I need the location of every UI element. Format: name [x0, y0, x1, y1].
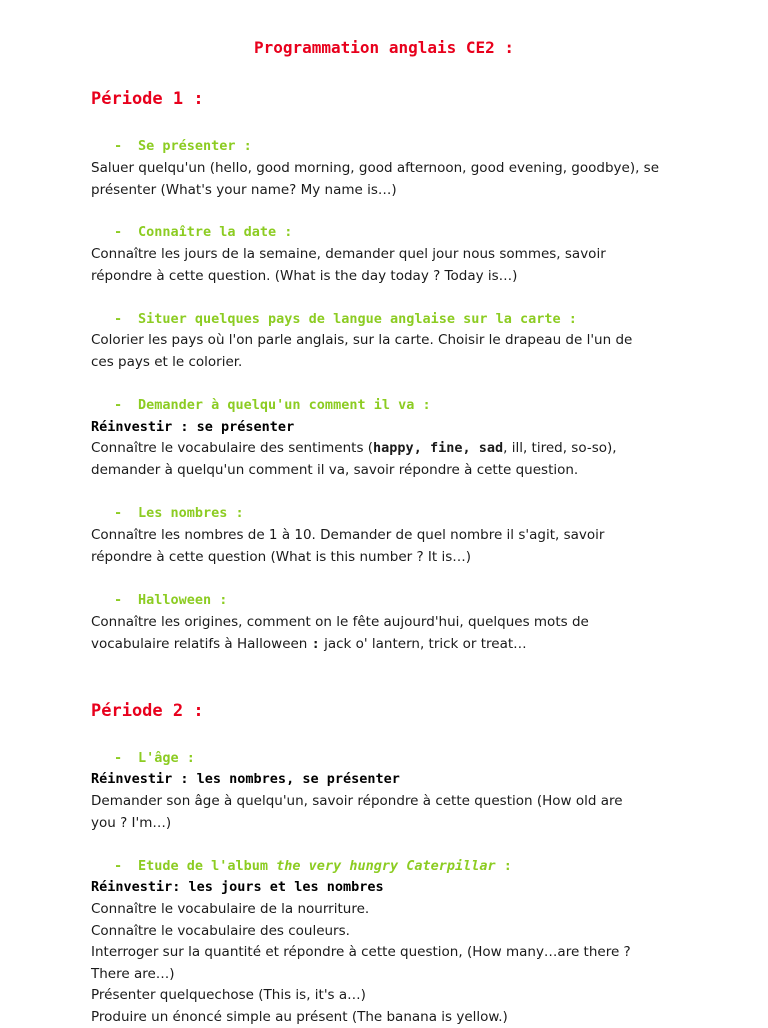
reinvest-label: Réinvestir : se présenter [91, 419, 295, 435]
section-body: Connaître le vocabulaire des sentiments (happy, fine, sad, ill, tired, so-so), demander à quelqu'un comment il va, savoir répondre à cette question. [91, 440, 617, 478]
reinvest-label: Réinvestir : les nombres, se présenter [91, 771, 400, 787]
reinvest-label: Réinvestir: les jours et les nombres [91, 879, 384, 895]
section-body: Colorier les pays où l'on parle anglais, sur la carte. Choisir le drapeau de l'un de ces pays et le colorier. [91, 332, 633, 370]
section-body: Connaître les origines, comment on le fête aujourd'hui, quelques mots de vocabulaire relatifs à Halloween : jack o' lantern, trick or treat… [91, 614, 589, 652]
section-heading: - Demander à quelqu'un comment il va : [114, 397, 431, 413]
section-body: Connaître les jours de la semaine, demander quel jour nous sommes, savoir répondre à cette question. (What is the day today ? Today is…) [91, 246, 606, 284]
document-title: Programmation anglais CE2 : [253, 38, 515, 57]
section-heading: - Les nombres : [114, 505, 244, 521]
period-2-heading: Période 2 : [91, 701, 204, 721]
section-heading: - Connaître la date : [114, 224, 293, 240]
section-heading: - L'âge : [114, 750, 195, 766]
section-body: Connaître le vocabulaire de la nourriture. Connaître le vocabulaire des couleurs. Interroger sur la quantité et répondre à cette question, (How many…are there ? There are…) Présenter quelquechose (This is, it's a…) Produire un énoncé simple au présent (The banana is yellow.) [91, 901, 631, 1025]
section-body: Demander son âge à quelqu'un, savoir répondre à cette question (How old are you ? I'm…) [91, 793, 623, 831]
period-1-heading: Période 1 : [91, 89, 204, 109]
section-heading: - Etude de l'album the very hungry Caterpillar : [114, 858, 512, 874]
section-heading: - Halloween : [114, 592, 228, 608]
section-heading: - Se présenter : [114, 138, 252, 154]
section-heading: - Situer quelques pays de langue anglaise sur la carte : [114, 311, 577, 327]
section-body: Connaître les nombres de 1 à 10. Demander de quel nombre il s'agit, savoir répondre à cette question (What is this number ? It is…) [91, 527, 605, 565]
section-body: Saluer quelqu'un (hello, good morning, good afternoon, good evening, goodbye), se présenter (What's your name? My name is…) [91, 160, 660, 198]
